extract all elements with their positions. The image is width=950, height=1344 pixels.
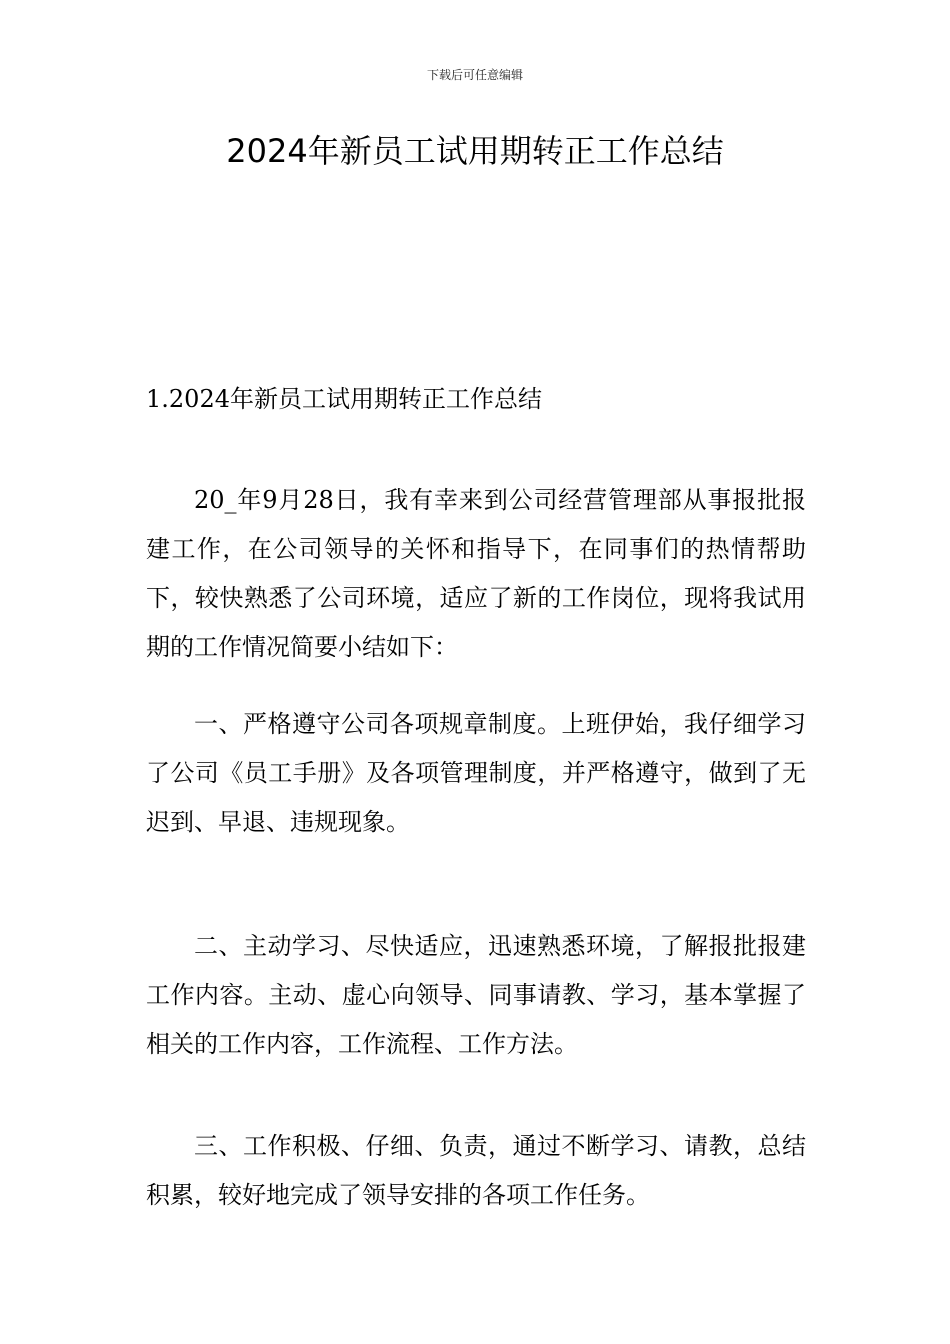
section-heading: 1.2024年新员工试用期转正工作总结 <box>146 385 542 413</box>
body-paragraph-rules: 一、严格遵守公司各项规章制度。上班伊始，我仔细学习了公司《员工手册》及各项管理制度，并严格遵守，做到了无迟到、早退、违规现象。 <box>146 710 806 836</box>
document-title: 2024年新员工试用期转正工作总结 <box>226 132 724 170</box>
body-paragraph-learning: 二、主动学习、尽快适应，迅速熟悉环境，了解报批报建工作内容。主动、虚心向领导、同事请教、学习，基本掌握了相关的工作内容，工作流程、工作方法。 <box>146 932 806 1058</box>
header-note: 下载后可任意编辑 <box>426 68 523 82</box>
body-paragraph-work: 三、工作积极、仔细、负责，通过不断学习、请教，总结积累，较好地完成了领导安排的各项工作任务。 <box>146 1132 806 1209</box>
body-paragraph-intro: 20_年9月28日，我有幸来到公司经营管理部从事报批报建工作，在公司领导的关怀和指导下，在同事们的热情帮助下，较快熟悉了公司环境，适应了新的工作岗位，现将我试用期的工作情况简要小结如下： <box>146 486 806 661</box>
